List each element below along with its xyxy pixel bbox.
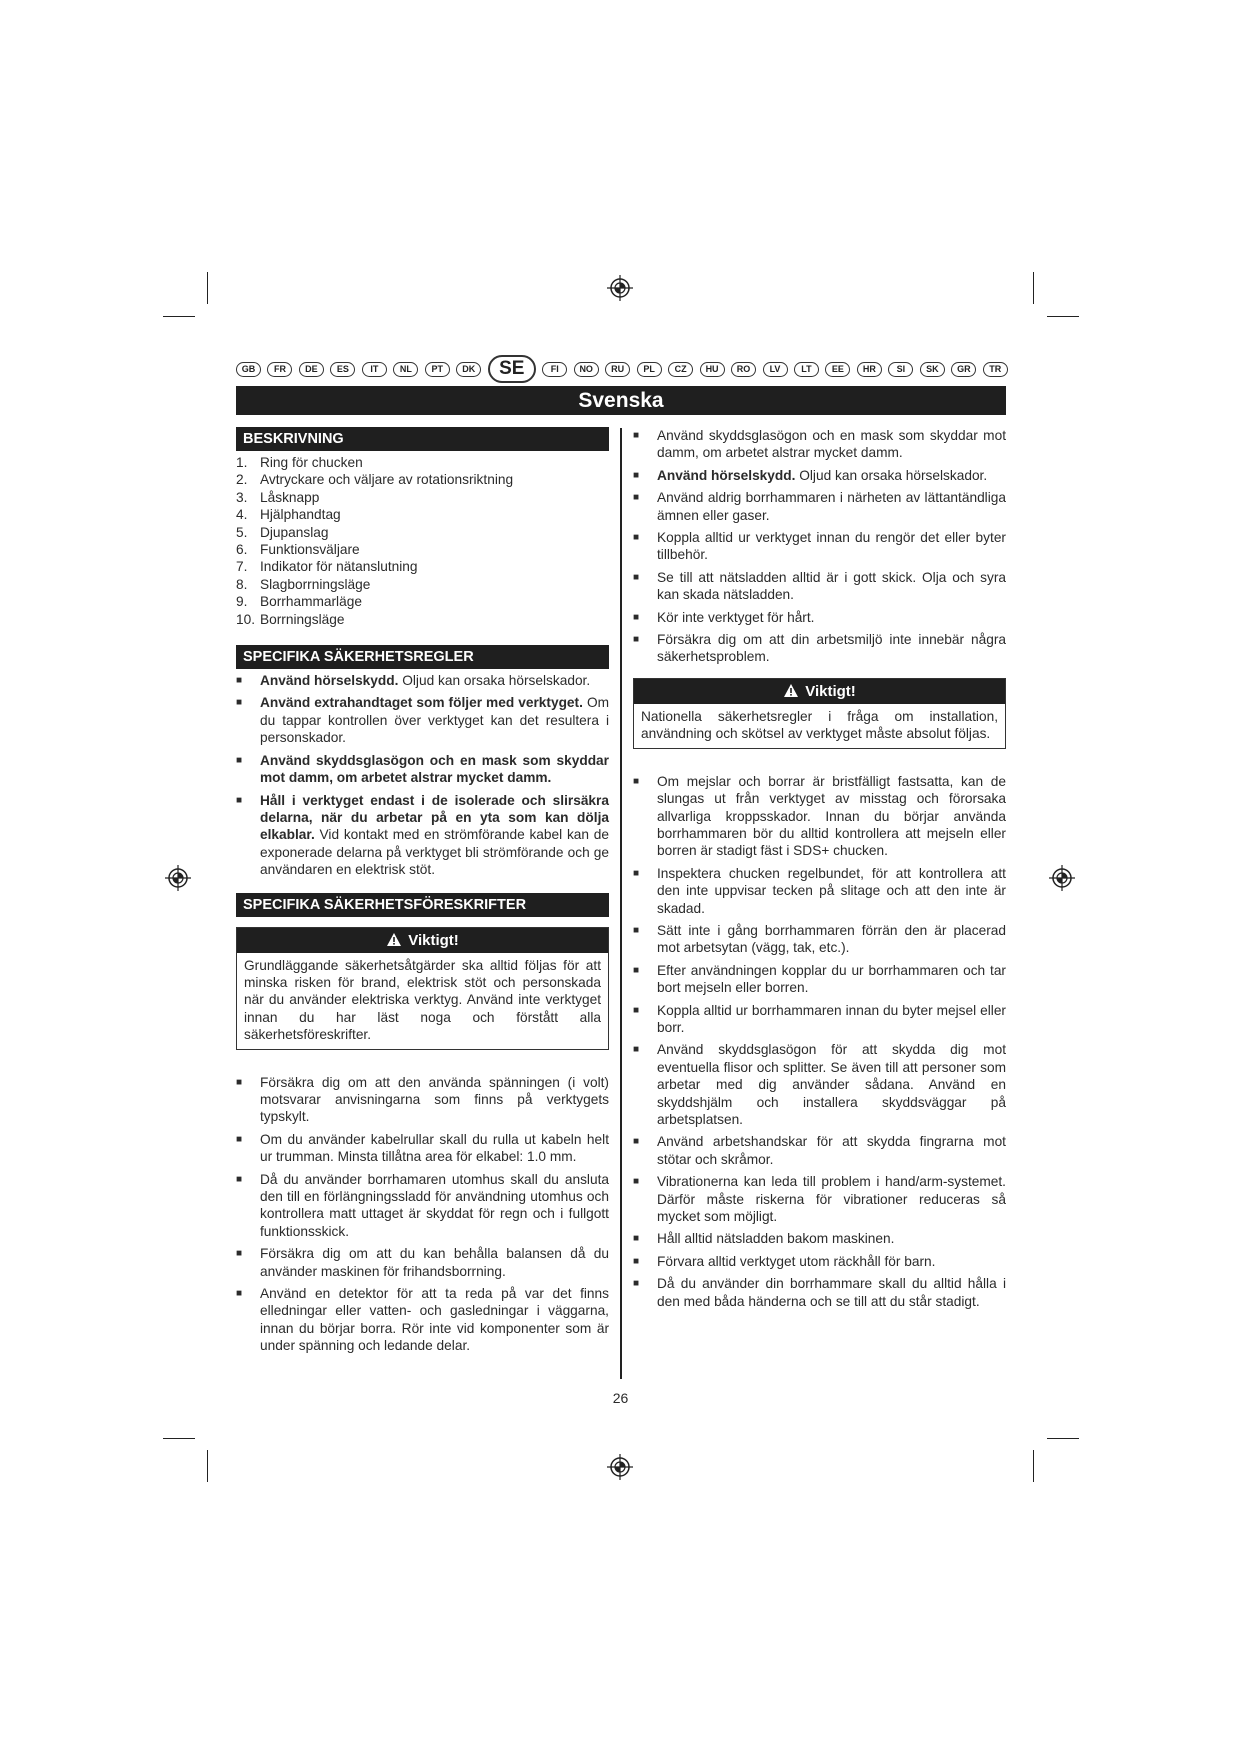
item-text: [657, 569, 1006, 604]
item-text: [657, 865, 1006, 917]
language-pill[interactable]: SK: [920, 362, 945, 377]
list-item: [236, 541, 609, 558]
warning-icon: [783, 683, 799, 698]
item-number: 8.: [236, 576, 248, 592]
warning-icon: [386, 932, 402, 947]
language-pill[interactable]: SI: [888, 362, 913, 377]
item-text: [657, 773, 1006, 860]
list-item: [633, 773, 1006, 860]
item-text: [657, 467, 1006, 484]
language-pill[interactable]: RU: [605, 362, 630, 377]
item-body-text: Oljud kan orsaka hörselskador.: [398, 673, 591, 689]
item-text: [657, 609, 1006, 626]
item-text: [657, 1173, 1006, 1225]
bullet-icon: ■: [633, 1044, 640, 1056]
list-item: [633, 865, 1006, 917]
list-item: [236, 1285, 609, 1355]
item-body-text: Inspektera chucken regelbundet, för att kontrollera att den inte uppvisar tecken på slitage och att den inte är skadad.: [657, 865, 1006, 916]
bullet-icon: ■: [236, 1133, 243, 1145]
safety-instructions-list: [236, 1074, 609, 1355]
language-pill[interactable]: TR: [983, 362, 1008, 377]
item-text: Slagborrningsläge: [260, 576, 371, 592]
bullet-icon: ■: [633, 1233, 640, 1245]
list-item: [236, 752, 609, 787]
language-pill[interactable]: RO: [731, 362, 756, 377]
item-body-text: Då du använder din borrhammare skall du alltid hålla i den med båda händerna och se till att du står stadigt.: [657, 1276, 1006, 1309]
item-text: [260, 694, 609, 746]
item-body-text: Håll alltid nätsladden bakom maskinen.: [657, 1231, 895, 1247]
registration-mark-icon: [165, 865, 191, 891]
item-text: Avtryckare och väljare av rotationsriktning: [260, 472, 514, 488]
section-heading-sakerhetsforeskrifter: SPECIFIKA SÄKERHETSFÖRESKRIFTER: [236, 893, 609, 917]
language-pill[interactable]: EE: [825, 362, 850, 377]
crop-mark: [1047, 1438, 1079, 1439]
language-pill[interactable]: HU: [700, 362, 725, 377]
section-heading-beskrivning: BESKRIVNING: [236, 427, 609, 451]
list-item: [633, 631, 1006, 666]
list-item: [236, 506, 609, 523]
list-item: [236, 558, 609, 575]
list-item: [236, 792, 609, 879]
item-text: [260, 752, 609, 787]
bullet-icon: ■: [633, 1136, 640, 1148]
item-body-text: Se till att nätsladden alltid är i gott skick. Olja och syra kan skada nätsladden.: [657, 569, 1006, 603]
item-body-text: Då du använder borrhamaren utomhus skall du ansluta den till en förlängningssladd för användning utomhus och kontrollera matt uttaget är skyddat för regn och i fullgott funktionsskick.: [260, 1171, 609, 1239]
right-column: [633, 427, 1006, 1315]
bullet-icon: ■: [633, 924, 640, 936]
bullet-icon: ■: [236, 1288, 243, 1300]
item-body-text: Om mejslar och borrar är bristfälligt fastsatta, kan de slungas ut från verktyget av misstag och förorsaka allvarliga kroppsskador. Innan du börjar använda borrhammaren bör du alltid kontrollera att mejseln eller borren är stadigt fäst i SDS+ chucken.: [657, 773, 1006, 859]
list-item: [633, 1041, 1006, 1128]
list-item: [236, 593, 609, 610]
item-text: [657, 427, 1006, 462]
list-item: [633, 427, 1006, 462]
language-pill[interactable]: NO: [574, 362, 599, 377]
language-pill[interactable]: GB: [236, 362, 261, 377]
warning-box: [236, 927, 609, 1050]
item-body-text: Använd arbetshandskar för att skydda fingrarna mot stötar och skråmor.: [657, 1134, 1006, 1167]
bullet-icon: ■: [236, 754, 243, 766]
list-item: [633, 922, 1006, 957]
language-pill[interactable]: GR: [951, 362, 976, 377]
item-body-text: Förvara alltid verktyget utom räckhåll för barn.: [657, 1253, 936, 1269]
bullet-icon: ■: [633, 611, 640, 623]
list-item: [236, 694, 609, 746]
crop-mark: [207, 272, 208, 304]
item-text: [657, 1230, 1006, 1247]
language-pill[interactable]: FI: [542, 362, 567, 377]
bullet-icon: ■: [633, 571, 640, 583]
bullet-icon: ■: [633, 1255, 640, 1267]
bullet-icon: ■: [633, 1004, 640, 1016]
list-item: [236, 1131, 609, 1166]
item-body-text: Försäkra dig om att din arbetsmiljö inte innebär några säkerhetsproblem.: [657, 632, 1006, 665]
bullet-icon: ■: [633, 492, 640, 504]
crop-mark: [163, 316, 195, 317]
list-item: [236, 489, 609, 506]
item-text: [657, 631, 1006, 666]
registration-mark-icon: [1049, 865, 1075, 891]
list-item: [236, 524, 609, 541]
language-pill[interactable]: CZ: [668, 362, 693, 377]
item-text: [657, 1002, 1006, 1037]
list-item: [633, 1275, 1006, 1310]
crop-mark: [1047, 316, 1079, 317]
item-body-text: Oljud kan orsaka hörselskador.: [795, 467, 988, 483]
section-heading-sakerhetsregler: SPECIFIKA SÄKERHETSREGLER: [236, 645, 609, 669]
item-text: Funktionsväljare: [260, 542, 360, 558]
list-item: [236, 1074, 609, 1126]
safety-rules-list: [236, 672, 609, 878]
item-text: [260, 1131, 609, 1166]
item-number: 6.: [236, 542, 248, 558]
warning-text: Nationella säkerhetsregler i fråga om installation, användning och skötsel av verktyget måste absolut följas.: [641, 708, 998, 742]
item-body-text: Om du tappar kontrollen över verktyget kan det resultera i personskador.: [260, 695, 609, 746]
bullet-icon: ■: [633, 532, 640, 544]
item-number: 10.: [236, 611, 256, 627]
page-title: Svenska: [236, 386, 1006, 415]
list-item: [236, 1245, 609, 1280]
item-text: Borrningsläge: [260, 611, 345, 627]
item-bold-text: Använd hörselskydd.: [657, 467, 796, 483]
language-pill[interactable]: PT: [425, 362, 450, 377]
item-text: [260, 1245, 609, 1280]
registration-mark-icon: [607, 1454, 633, 1480]
item-bold-text: Använd skyddsglasögon och en mask som skyddar mot damm, om arbetet alstrar mycket damm.: [260, 752, 609, 786]
list-item: [633, 1253, 1006, 1270]
item-text: [260, 1285, 609, 1355]
language-pill[interactable]: NL: [393, 362, 418, 377]
item-body-text: Koppla alltid ur borrhammaren innan du byter mejsel eller borr.: [657, 1002, 1006, 1035]
crop-mark: [1033, 1450, 1034, 1482]
language-pill[interactable]: FR: [267, 362, 292, 377]
item-body-text: Försäkra dig om att du kan behålla balansen då du använder maskinen för frihandsborrning.: [260, 1246, 609, 1279]
language-pill[interactable]: PL: [637, 362, 662, 377]
item-body-text: Kör inte verktyget för hårt.: [657, 609, 815, 625]
language-pill[interactable]: HR: [857, 362, 882, 377]
list-item: [236, 576, 609, 593]
item-text: [657, 1275, 1006, 1310]
item-text: [657, 1041, 1006, 1128]
item-bold-text: Använd hörselskydd.: [260, 673, 399, 689]
bullet-icon: ■: [236, 794, 243, 806]
item-text: [657, 1133, 1006, 1168]
bullet-icon: ■: [633, 430, 640, 441]
item-text: [657, 962, 1006, 997]
item-text: [260, 1171, 609, 1241]
language-pill[interactable]: DK: [456, 362, 481, 377]
item-body-text: Sätt inte i gång borrhammaren förrän den är placerad mot arbetsytan (vägg, tak, etc.).: [657, 922, 1006, 956]
item-body-text: Koppla alltid ur verktyget innan du rengör det eller byter tillbehör.: [657, 530, 1006, 563]
item-body-text: Använd skyddsglasögon och en mask som skyddar mot damm, om arbetet alstrar mycket damm.: [657, 428, 1006, 461]
warning-title: Viktigt!: [408, 931, 459, 949]
item-number: 9.: [236, 594, 248, 610]
list-item: [633, 1230, 1006, 1247]
language-pill[interactable]: DE: [299, 362, 324, 377]
item-body-text: Försäkra dig om att den använda spänningen (i volt) motsvarar anvisningarna som finns på verktygets typskylt.: [260, 1074, 609, 1125]
registration-mark-icon: [607, 275, 633, 301]
bullet-icon: ■: [633, 469, 640, 481]
bullet-icon: ■: [236, 697, 243, 709]
list-item: [633, 609, 1006, 626]
language-pill[interactable]: IT: [362, 362, 387, 377]
item-text: Borrhammarläge: [260, 594, 362, 610]
warning-header: [634, 679, 1005, 704]
item-text: Indikator för nätanslutning: [260, 559, 418, 575]
item-text: [657, 529, 1006, 564]
item-number: 4.: [236, 507, 248, 523]
language-pill[interactable]: SE: [488, 355, 536, 383]
bullet-icon: ■: [633, 964, 640, 976]
bullet-icon: ■: [633, 867, 640, 879]
bullet-icon: ■: [236, 1248, 243, 1260]
item-body-text: Vibrationerna kan leda till problem i hand/arm-systemet. Därför måste riskerna för vibrationer reduceras så mycket som möjligt.: [657, 1174, 1006, 1225]
list-item: [633, 1173, 1006, 1225]
list-item: [236, 1171, 609, 1241]
list-item: [633, 1002, 1006, 1037]
language-pill[interactable]: ES: [330, 362, 355, 377]
language-pill[interactable]: LV: [763, 362, 788, 377]
bullet-icon: ■: [633, 634, 640, 646]
language-selector: [236, 352, 1008, 386]
list-item: [633, 467, 1006, 484]
bullet-icon: ■: [633, 1176, 640, 1188]
list-item: [633, 962, 1006, 997]
item-bold-text: Använd extrahandtaget som följer med verktyget.: [260, 695, 583, 711]
item-number: 3.: [236, 489, 248, 505]
item-text: [657, 1253, 1006, 1270]
item-number: 7.: [236, 559, 248, 575]
bullet-icon: ■: [633, 1278, 640, 1290]
list-item: [236, 471, 609, 488]
warning-box: [633, 678, 1006, 749]
language-pill[interactable]: LT: [794, 362, 819, 377]
list-item: [633, 529, 1006, 564]
left-column: [236, 427, 609, 1360]
item-text: [260, 672, 609, 689]
item-text: Låsknapp: [260, 489, 320, 505]
item-body-text: Om du använder kabelrullar skall du rulla ut kabeln helt ur trumman. Minsta tillåtna area för elkabel: 1.0 mm.: [260, 1131, 609, 1165]
bullet-icon: ■: [236, 1076, 243, 1088]
crop-mark: [1033, 272, 1034, 304]
item-text: Djupanslag: [260, 524, 329, 540]
item-number: 5.: [236, 524, 248, 540]
item-body-text: Använd skyddsglasögon för att skydda dig mot eventuella flisor och splitter. Se även till att personer som arbetar med dig använder sådana. Använd en skyddshjälm och installera skyddsväggar på arbetsplatsen.: [657, 1042, 1006, 1127]
item-text: [657, 489, 1006, 524]
tool-safety-list: [633, 773, 1006, 1310]
warning-text: Grundläggande säkerhetsåtgärder ska alltid följas för att minska risken för brand, elektrisk stöt och personskada när du använder elektriska verktyg. Använd inte verktyget innan du har läst noga och förstått alla säkerhetsföreskrifter.: [244, 957, 601, 1043]
safety-instructions-list-continued: [633, 427, 1006, 666]
item-text: Hjälphandtag: [260, 507, 341, 523]
bullet-icon: ■: [236, 675, 243, 687]
item-body-text: Använd aldrig borrhammaren i närheten av lättantändliga ämnen eller gaser.: [657, 490, 1006, 523]
bullet-icon: ■: [236, 1173, 243, 1185]
bullet-icon: ■: [633, 775, 640, 787]
warning-title: Viktigt!: [805, 682, 856, 700]
item-text: [260, 1074, 609, 1126]
item-body-text: Efter användningen kopplar du ur borrhammaren och tar bort mejseln eller borren.: [657, 962, 1006, 996]
item-number: 2.: [236, 472, 248, 488]
list-item: [633, 489, 1006, 524]
item-number: 1.: [236, 455, 248, 470]
list-item: [236, 672, 609, 689]
crop-mark: [163, 1438, 195, 1439]
list-item: [236, 454, 609, 471]
list-item: [633, 1133, 1006, 1168]
item-text: [657, 922, 1006, 957]
item-text: Ring för chucken: [260, 455, 363, 470]
crop-mark: [207, 1450, 208, 1482]
warning-header: [237, 928, 608, 953]
list-item: [236, 611, 609, 628]
parts-list: [236, 454, 609, 628]
column-divider: [620, 428, 622, 1379]
item-body-text: Använd en detektor för att ta reda på var det finns elledningar eller vatten- och gasledningar i väggarna, innan du börjar borra. Rör inte vid komponenter som är under spänning och ledande delar.: [260, 1286, 609, 1354]
page-number: 26: [612, 1390, 629, 1406]
item-bold-text: Håll i verktyget endast i de isolerade och slirsäkra delarna, när du arbetar på en yta som kan dölja elkablar.: [260, 792, 609, 843]
item-text: [260, 792, 609, 879]
item-body-text: Vid kontakt med en strömförande kabel kan de exponerade delarna på verktyget bli strömförande och ge användaren en elektrisk stöt.: [260, 827, 609, 878]
list-item: [633, 569, 1006, 604]
